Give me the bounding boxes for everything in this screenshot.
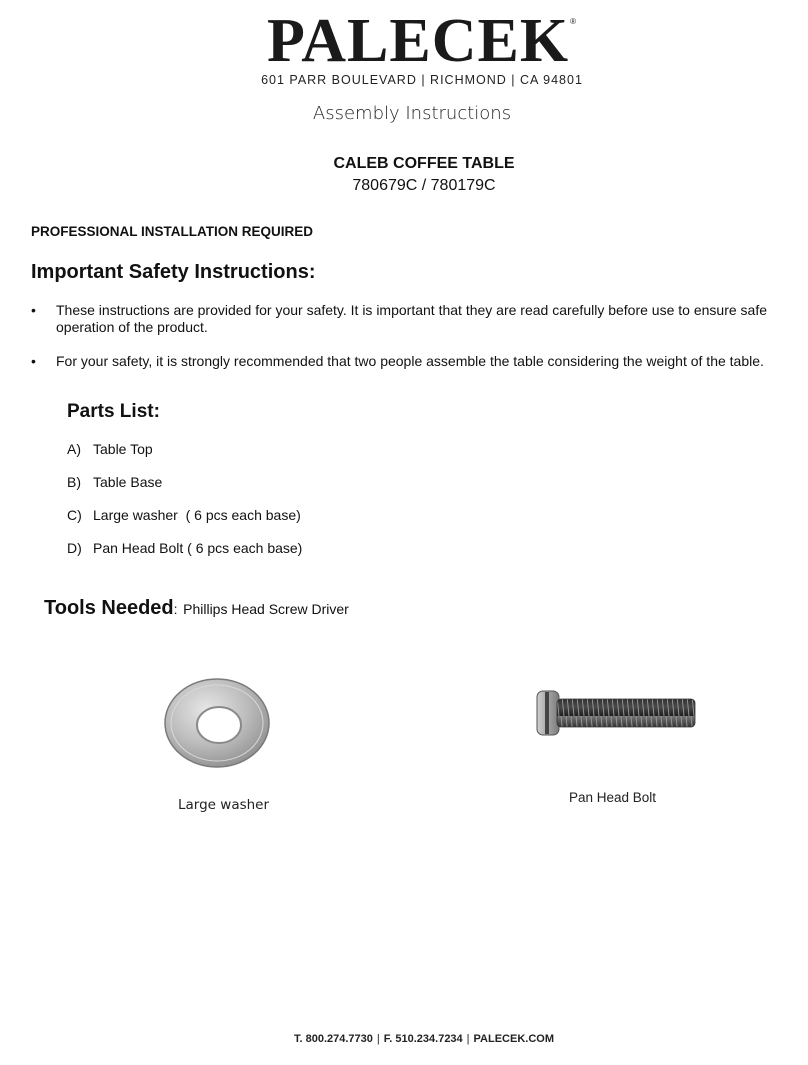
part-letter: C): [67, 507, 82, 523]
part-letter: A): [67, 441, 81, 457]
footer-fax: F. 510.234.7234: [383, 1033, 463, 1045]
safety-heading: Important Safety Instructions:: [31, 261, 316, 283]
tools-label: Tools Needed: [44, 597, 174, 619]
product-codes: 780679C / 780179C: [352, 177, 496, 194]
installation-notice: PROFESSIONAL INSTALLATION REQUIRED: [31, 224, 314, 239]
footer-website: PALECEK.COM: [473, 1033, 554, 1045]
safety-bullet: [31, 302, 783, 336]
washer-caption: Large washer: [178, 797, 270, 813]
bolt-image: [535, 686, 701, 747]
footer-separator: |: [466, 1033, 470, 1045]
logo-text: PALECEK: [266, 7, 570, 75]
part-label: Table Top: [93, 441, 153, 457]
footer-phone: T. 800.274.7730: [294, 1033, 373, 1045]
tools-value: Phillips Head Screw Driver: [183, 601, 349, 617]
registered-mark: ®: [570, 17, 577, 26]
part-item: [67, 441, 153, 457]
footer-separator: |: [376, 1033, 380, 1045]
safety-bullet-text: For your safety, it is strongly recommended that two people assemble the table considering the weight of the table.: [56, 353, 764, 369]
product-name: CALEB COFFEE TABLE: [333, 155, 515, 172]
safety-bullet: [31, 353, 783, 370]
bullet-icon: •: [31, 353, 36, 369]
brand-logo: [0, 7, 808, 75]
bolt-caption: Pan Head Bolt: [569, 790, 657, 805]
part-item: [67, 540, 302, 556]
part-letter: D): [67, 540, 82, 556]
part-label: Table Base: [93, 474, 163, 490]
part-label: Large washer ( 6 pcs each base): [93, 507, 301, 523]
tools-needed: [44, 597, 349, 620]
company-address: 601 PARR BOULEVARD | RICHMOND | CA 94801: [261, 73, 583, 87]
washer-image: [163, 677, 271, 774]
safety-bullet-text: These instructions are provided for your safety. It is important that they are read carefully before use to ensure safe operation of the product.: [56, 302, 767, 335]
parts-heading: Parts List:: [67, 401, 160, 422]
footer-contact: [0, 1033, 808, 1045]
part-item: [67, 507, 301, 523]
part-label: Pan Head Bolt ( 6 pcs each base): [93, 540, 303, 556]
document-subtitle: Assembly Instructions: [312, 103, 512, 124]
tools-colon: :: [173, 601, 178, 617]
bullet-icon: •: [31, 302, 36, 318]
part-item: [67, 474, 162, 490]
part-letter: B): [67, 474, 81, 490]
